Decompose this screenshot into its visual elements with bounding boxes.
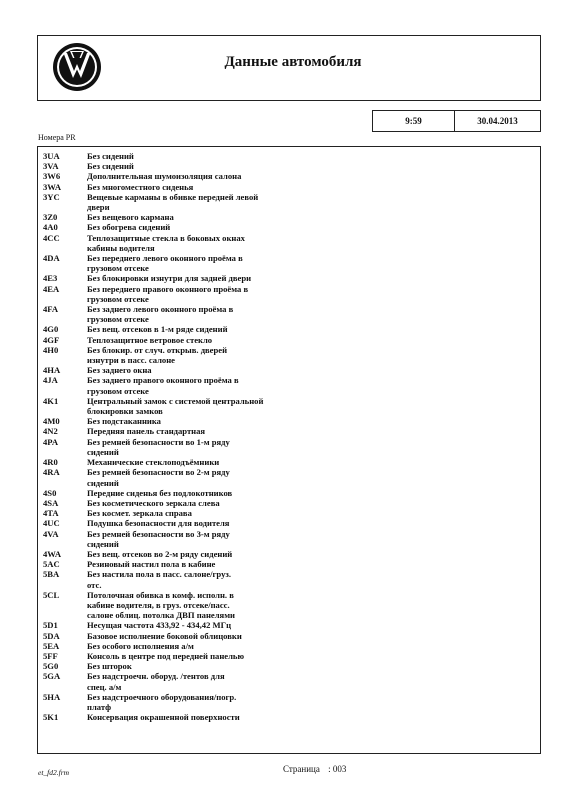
pr-description-line: Без ремней безопасности во 1-м ряду xyxy=(87,436,230,447)
list-item xyxy=(43,151,540,161)
pr-description-line: Без блокир. от случ. открыв. дверей xyxy=(87,344,228,355)
pr-description xyxy=(87,559,297,569)
pr-description-line: Без особого исполнения а/м xyxy=(87,640,194,651)
list-item xyxy=(43,631,540,641)
pr-description-line: Без переднего правого оконного проёма в xyxy=(87,283,249,294)
date-value: 30.04.2013 xyxy=(477,116,518,126)
pr-description xyxy=(87,620,297,630)
pr-description-line: Передняя панель стандартная xyxy=(87,426,206,437)
pr-description-line: Теплозащитные стекла в боковых окнах xyxy=(87,232,245,243)
pr-description xyxy=(87,631,297,641)
list-item xyxy=(43,324,540,334)
pr-description xyxy=(87,324,297,334)
pr-description-line: Консоль в центре под передней панелью xyxy=(87,650,245,661)
list-item xyxy=(43,488,540,498)
pr-description xyxy=(87,569,297,589)
pr-code: 4EA xyxy=(43,283,60,294)
pr-description-line: грузовом отсеке xyxy=(87,385,149,396)
pr-description xyxy=(87,304,297,324)
list-item xyxy=(43,559,540,569)
pr-code: 3YC xyxy=(43,191,60,202)
list-item xyxy=(43,233,540,253)
pr-description-line: кабине водителя, в груз. отсеке/пасс. xyxy=(87,599,230,610)
pr-code: 5K1 xyxy=(43,712,59,723)
pr-description-line: блокировки замков xyxy=(87,406,163,417)
pr-description xyxy=(87,661,297,671)
pr-code: 3W6 xyxy=(43,171,61,182)
pr-description-line: Без вещ. отсеков во 2-м ряду сидений xyxy=(87,548,233,559)
list-item xyxy=(43,712,540,722)
list-item xyxy=(43,620,540,630)
page-number xyxy=(283,764,346,774)
pr-description xyxy=(87,253,297,273)
list-item xyxy=(43,651,540,661)
pr-description xyxy=(87,437,297,457)
list-item xyxy=(43,498,540,508)
pr-description-line: сидений xyxy=(87,538,119,549)
pr-description xyxy=(87,365,297,375)
pr-code: 4CC xyxy=(43,232,60,243)
pr-description-line: Без надстроечного оборудования/погр. xyxy=(87,691,237,702)
pr-code: 4UC xyxy=(43,518,60,529)
pr-code: 4PA xyxy=(43,436,59,447)
pr-description-line: отс. xyxy=(87,579,102,590)
pr-code: 4S0 xyxy=(43,487,57,498)
pr-description xyxy=(87,467,297,487)
pr-description xyxy=(87,222,297,232)
pr-description-line: Без космет. зеркала справа xyxy=(87,508,192,519)
list-item xyxy=(43,345,540,365)
list-item xyxy=(43,467,540,487)
list-item xyxy=(43,671,540,691)
pr-description-line: Без сидений xyxy=(87,161,134,172)
pr-description xyxy=(87,712,297,722)
pr-code: 5AC xyxy=(43,559,60,570)
pr-description-line: Без заднего правого оконного проёма в xyxy=(87,375,239,386)
pr-description xyxy=(87,151,297,161)
pr-description-line: Подушка безопасности для водителя xyxy=(87,518,230,529)
pr-description xyxy=(87,161,297,171)
pr-description-line: Вещевые карманы в обивке передней левой xyxy=(87,191,259,202)
pr-description xyxy=(87,529,297,549)
pr-description xyxy=(87,416,297,426)
pr-description-line: Без заднего левого оконного проёма в xyxy=(87,304,234,315)
pr-description-line: Без настила пола в пасс. салоне/груз. xyxy=(87,569,231,580)
pr-description xyxy=(87,508,297,518)
pr-description xyxy=(87,345,297,365)
pr-description xyxy=(87,457,297,467)
pr-code: 5CL xyxy=(43,589,60,600)
info-box xyxy=(372,110,541,132)
pr-code: 4SA xyxy=(43,497,59,508)
list-item xyxy=(43,529,540,549)
list-item xyxy=(43,161,540,171)
list-item xyxy=(43,222,540,232)
pr-code: 5G0 xyxy=(43,661,59,672)
list-item xyxy=(43,273,540,283)
pr-description-line: Потолочная обивка в комф. исполн. в xyxy=(87,589,234,600)
pr-code: 4N2 xyxy=(43,426,58,437)
pr-description-line: Без косметического зеркала слева xyxy=(87,497,220,508)
pr-code: 4TA xyxy=(43,508,59,519)
pr-description-line: Несущая частота 433,92 - 434,42 МГц xyxy=(87,620,232,631)
pr-code: 5DA xyxy=(43,630,60,641)
pr-description-line: изнутри в пасс. салоне xyxy=(87,355,175,366)
pr-code: 4WA xyxy=(43,548,62,559)
pr-code: 5FF xyxy=(43,650,58,661)
pr-code: 4FA xyxy=(43,304,59,315)
pr-description xyxy=(87,182,297,192)
pr-description-line: Базовое исполнение боковой облицовки xyxy=(87,630,242,641)
pr-code: 4H0 xyxy=(43,344,59,355)
list-item xyxy=(43,518,540,528)
pr-description xyxy=(87,671,297,691)
list-item xyxy=(43,457,540,467)
list-item xyxy=(43,304,540,324)
pr-code: 4G0 xyxy=(43,324,59,335)
list-item xyxy=(43,171,540,181)
pr-description-line: Консервация окрашенной поверхности xyxy=(87,712,240,723)
time-value: 9:59 xyxy=(373,111,455,131)
pr-description xyxy=(87,549,297,559)
pr-description-line: Без надстроечн. оборуд. /тентов для xyxy=(87,671,225,682)
list-item xyxy=(43,396,540,416)
list-item xyxy=(43,426,540,436)
list-item xyxy=(43,549,540,559)
pr-description-line: платф xyxy=(87,701,112,712)
pr-description-line: салоне облиц. потолка ДВП панелями xyxy=(87,610,236,621)
pr-description xyxy=(87,284,297,304)
pr-code: 4DA xyxy=(43,253,60,264)
pr-description-line: грузовом отсеке xyxy=(87,293,149,304)
list-item xyxy=(43,416,540,426)
pr-description xyxy=(87,488,297,498)
pr-description-line: Без многоместного сиденья xyxy=(87,181,194,192)
pr-description-line: Без ремней безопасности во 3-м ряду xyxy=(87,528,230,539)
pr-description-line: Дополнительная шумоизоляция салона xyxy=(87,171,242,182)
pr-code: 5EA xyxy=(43,640,60,651)
list-item xyxy=(43,661,540,671)
pr-description xyxy=(87,335,297,345)
pr-description-line: Передние сиденья без подлокотников xyxy=(87,487,233,498)
pr-code: 4RA xyxy=(43,467,60,478)
pr-description-line: Без переднего левого оконного проёма в xyxy=(87,253,243,264)
pr-description-line: кабины водителя xyxy=(87,242,155,253)
pr-description-line: Без вещевого кармана xyxy=(87,212,174,223)
pr-code: 4HA xyxy=(43,365,61,376)
list-item xyxy=(43,692,540,712)
pr-description-line: сидений xyxy=(87,446,119,457)
page-number-value: 003 xyxy=(332,764,347,774)
pr-description-line: грузовом отсеке xyxy=(87,263,149,274)
list-item xyxy=(43,365,540,375)
list-item xyxy=(43,508,540,518)
pr-description-line: спец. а/м xyxy=(87,681,122,692)
list-item xyxy=(43,182,540,192)
pr-description-line: Механические стеклоподъёмники xyxy=(87,457,220,468)
pr-description xyxy=(87,171,297,181)
pr-description xyxy=(87,651,297,661)
page-title: Данные автомобиля xyxy=(224,54,362,70)
pr-description xyxy=(87,498,297,508)
list-item xyxy=(43,590,540,621)
pr-code: 5D1 xyxy=(43,620,58,631)
pr-code: 3UA xyxy=(43,151,60,161)
pr-description-line: Без шторок xyxy=(87,661,132,672)
pr-description-line: Без обогрева сидений xyxy=(87,222,171,233)
pr-code: 5GA xyxy=(43,671,61,682)
list-item xyxy=(43,569,540,589)
footer-filename: et_fd2.frm xyxy=(38,768,70,777)
pr-description-line: сидений xyxy=(87,477,119,488)
list-item xyxy=(43,335,540,345)
pr-description xyxy=(87,212,297,222)
list-item xyxy=(43,437,540,457)
pr-description-line: двери xyxy=(87,202,110,213)
pr-code: 4E3 xyxy=(43,273,58,284)
pr-code: 3Z0 xyxy=(43,212,58,223)
pr-code: 4M0 xyxy=(43,416,60,427)
pr-description xyxy=(87,692,297,712)
pr-description xyxy=(87,518,297,528)
pr-code: 3VA xyxy=(43,161,59,172)
pr-code: 4VA xyxy=(43,528,59,539)
pr-numbers-list xyxy=(37,146,541,754)
pr-description-line: Без сидений xyxy=(87,151,134,161)
pr-description xyxy=(87,375,297,395)
list-item xyxy=(43,192,540,212)
pr-description xyxy=(87,590,297,621)
pr-description-line: Теплозащитное ветровое стекло xyxy=(87,334,213,345)
section-label: Номера PR xyxy=(38,133,76,142)
pr-description xyxy=(87,192,297,212)
pr-description-line: Без вещ. отсеков в 1-м ряде сидений xyxy=(87,324,228,335)
pr-code: 4A0 xyxy=(43,222,58,233)
pr-description-line: грузовом отсеке xyxy=(87,314,149,325)
pr-code: 4R0 xyxy=(43,457,58,468)
page-separator: : xyxy=(328,764,331,774)
pr-code: 5HA xyxy=(43,691,61,702)
pr-description xyxy=(87,641,297,651)
pr-description xyxy=(87,426,297,436)
page-label: Страница xyxy=(283,764,320,774)
pr-code: 4JA xyxy=(43,375,58,386)
pr-code: 4GF xyxy=(43,334,60,345)
pr-description-line: Центральный замок с системой центральной xyxy=(87,395,264,406)
pr-description-line: Без заднего окна xyxy=(87,365,152,376)
pr-description xyxy=(87,233,297,253)
list-item xyxy=(43,253,540,273)
list-item xyxy=(43,641,540,651)
pr-code: 4K1 xyxy=(43,395,59,406)
pr-description-line: Без блокировки изнутри для задней двери xyxy=(87,273,252,284)
pr-description xyxy=(87,396,297,416)
pr-description-line: Резиновый настил пола в кабине xyxy=(87,559,216,570)
pr-description-line: Без подстаканника xyxy=(87,416,161,427)
pr-description-line: Без ремней безопасности во 2-м ряду xyxy=(87,467,230,478)
list-item xyxy=(43,284,540,304)
list-item xyxy=(43,212,540,222)
pr-code: 5BA xyxy=(43,569,60,580)
pr-code: 3WA xyxy=(43,181,62,192)
pr-description xyxy=(87,273,297,283)
list-item xyxy=(43,375,540,395)
